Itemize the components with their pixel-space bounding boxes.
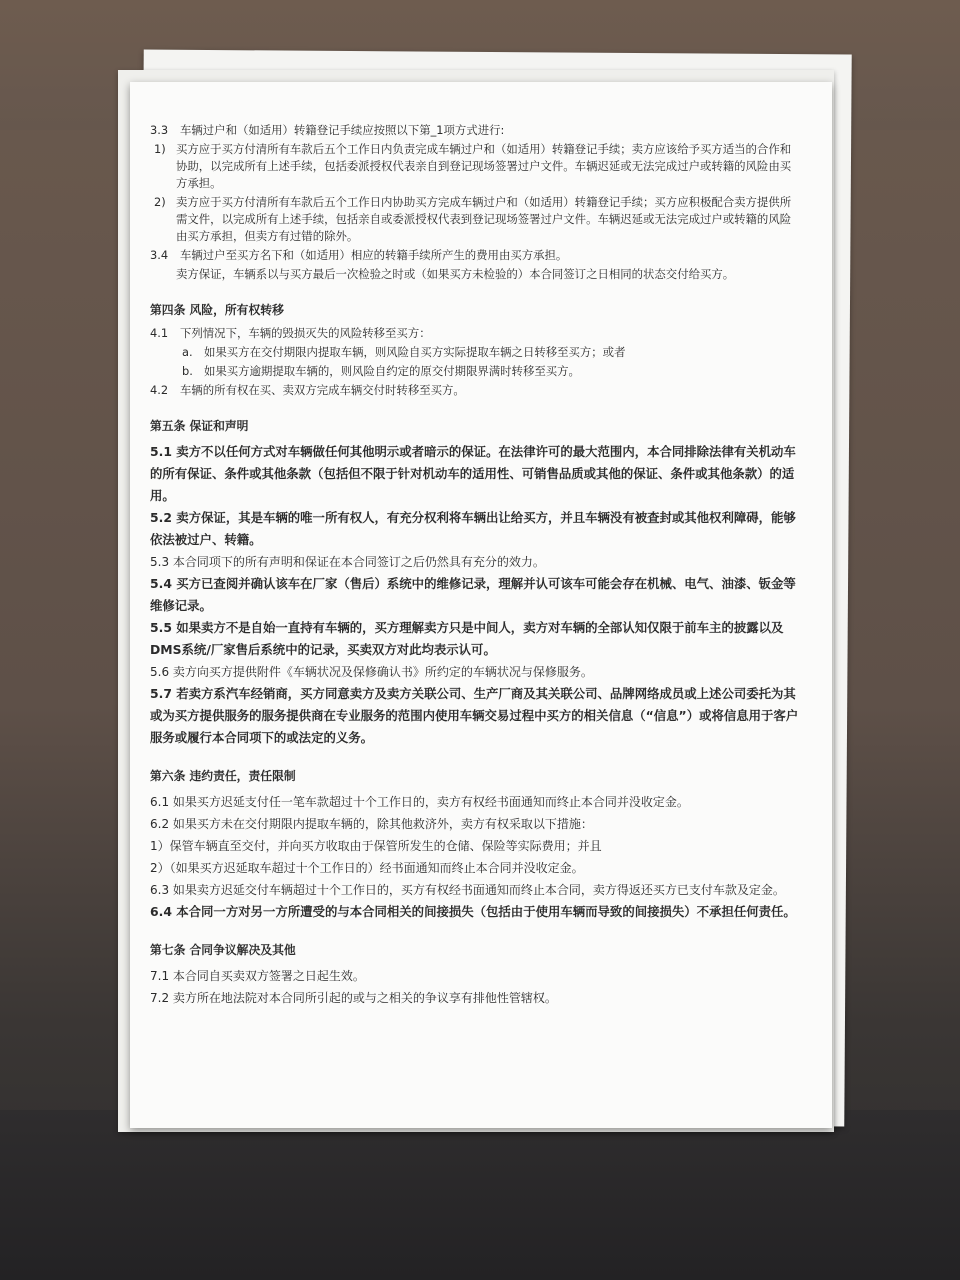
bold-clause: 5.2 卖方保证，其是车辆的唯一所有权人，有充分权利将车辆出让给买方，并且车辆没有被查封或其他权利障碍，能够依法被过户、转籍。	[150, 510, 796, 547]
desk-shadow-area	[0, 1110, 960, 1280]
clause-number: a.	[182, 345, 193, 359]
bold-clause: 5.1 卖方不以任何方式对车辆做任何其他明示或者暗示的保证。在法律许可的最大范围内，本合同排除法律有关机动车的所有保证、条件或其他条款（包括但不限于针对机动车的适用性、可销售品质或其他的保证、条件或其他条款）的适用。	[150, 444, 796, 503]
section-heading: 第五条 保证和声明	[150, 419, 249, 433]
clause-number: b.	[182, 364, 193, 378]
clause-item	[150, 325, 802, 342]
clause-text: 车辆的所有权在买、卖双方完成车辆交付时转移至买方。	[180, 383, 465, 397]
clause-text: 卖方保证，车辆系以与买方最后一次检验之时或（如果买方未检验的）本合同签订之日相同的状态交付给买方。	[176, 267, 735, 281]
clause-text: 卖方应于买方付清所有车款后五个工作日内协助买方完成车辆过户和（如适用）转籍登记手续；买方应积极配合卖方提供所需文件，以完成所有上述手续，包括亲自或委派授权代表到登记现场签署过户文件。车辆迟延或无法完成过户或转籍的风险由买方承担，但卖方有过错的除外。	[176, 195, 792, 243]
clause-text: 买方应于买方付清所有车款后五个工作日内负责完成车辆过户和（如适用）转籍登记手续；卖方应该给予买方适当的合作和协助，以完成所有上述手续，包括委派授权代表亲自到登记现场签署过户文件。车辆迟延或无法完成过户或转籍的风险由买方承担。	[176, 142, 792, 190]
clause-item	[150, 363, 802, 380]
contract-page	[130, 82, 832, 1128]
clause: 2）（如果买方迟延取车超过十个工作日的）经书面通知而终止本合同并没收定金。	[150, 861, 584, 875]
section-heading: 第七条 合同争议解决及其他	[150, 943, 296, 957]
clause-number: 3.3	[150, 123, 169, 137]
clause-number: 4.1	[150, 326, 169, 340]
clause-number: 1)	[154, 142, 166, 156]
clause-item	[150, 122, 802, 139]
section-heading: 第四条 风险，所有权转移	[150, 303, 284, 317]
clause-item	[150, 382, 802, 399]
clause-text: 车辆过户和（如适用）转籍登记手续应按照以下第_1项方式进行:	[180, 123, 505, 137]
clause-text: 如果买方逾期提取车辆的，则风险自约定的原交付期限界满时转移至买方。	[204, 364, 580, 378]
clause: 5.3 本合同项下的所有声明和保证在本合同签订之后仍然具有充分的效力。	[150, 555, 545, 569]
clause: 7.2 卖方所在地法院对本合同所引起的或与之相关的争议享有排他性管辖权。	[150, 991, 557, 1005]
clause: 6.2 如果买方未在交付期限内提取车辆的，除其他救济外，卖方有权采取以下措施：	[150, 817, 593, 831]
clause-text: 车辆过户至买方名下和（如适用）相应的转籍手续所产生的费用由买方承担。	[180, 248, 568, 262]
clause: 1）保管车辆直至交付，并向买方收取由于保管所发生的仓储、保险等实际费用；并且	[150, 839, 602, 853]
section-heading: 第六条 违约责任，责任限制	[150, 769, 296, 783]
clause-item	[150, 247, 802, 264]
bold-clause: 5.7 若卖方系汽车经销商，买方同意卖方及卖方关联公司、生产厂商及其关联公司、品牌网络成员或上述公司委托为其或为买方提供服务的服务提供商在专业服务的范围内使用车辆交易过程中买方的相关信息（“信息”）或将信息用于客户服务或履行本合同项下的或法定的义务。	[150, 686, 799, 745]
clause-number: 2)	[154, 195, 166, 209]
clause: 7.1 本合同自买卖双方签署之日起生效。	[150, 969, 365, 983]
clause: 6.1 如果买方迟延支付任一笔车款超过十个工作日的，卖方有权经书面通知而终止本合同并没收定金。	[150, 795, 689, 809]
clause-number: 4.2	[150, 383, 169, 397]
clause-text: 如果买方在交付期限内提取车辆，则风险自买方实际提取车辆之日转移至买方；或者	[204, 345, 626, 359]
clause-text: 下列情况下，车辆的毁损灭失的风险转移至买方：	[180, 326, 431, 340]
bold-clause: 6.4 本合同一方对另一方所遭受的与本合同相关的间接损失（包括由于使用车辆而导致的间接损失）不承担任何责任。	[150, 904, 796, 919]
clause-item	[150, 194, 802, 245]
contract-body	[150, 122, 802, 1009]
clause-item	[150, 344, 802, 361]
clause-item	[150, 266, 802, 283]
clause: 6.3 如果卖方迟延交付车辆超过十个工作日的，买方有权经书面通知而终止本合同，卖方得返还买方已支付车款及定金。	[150, 883, 785, 897]
clause-item	[150, 141, 802, 192]
clause: 5.6 卖方向买方提供附件《车辆状况及保修确认书》所约定的车辆状况与保修服务。	[150, 665, 593, 679]
bold-clause: 5.5 如果卖方不是自始一直持有车辆的，买方理解卖方只是中间人，卖方对车辆的全部认知仅限于前车主的披露以及DMS系统/厂家售后系统中的记录，买卖双方对此均表示认可。	[150, 620, 784, 657]
bold-clause: 5.4 买方已查阅并确认该车在厂家（售后）系统中的维修记录，理解并认可该车可能会存在机械、电气、油漆、钣金等维修记录。	[150, 576, 796, 613]
clause-number: 3.4	[150, 248, 169, 262]
